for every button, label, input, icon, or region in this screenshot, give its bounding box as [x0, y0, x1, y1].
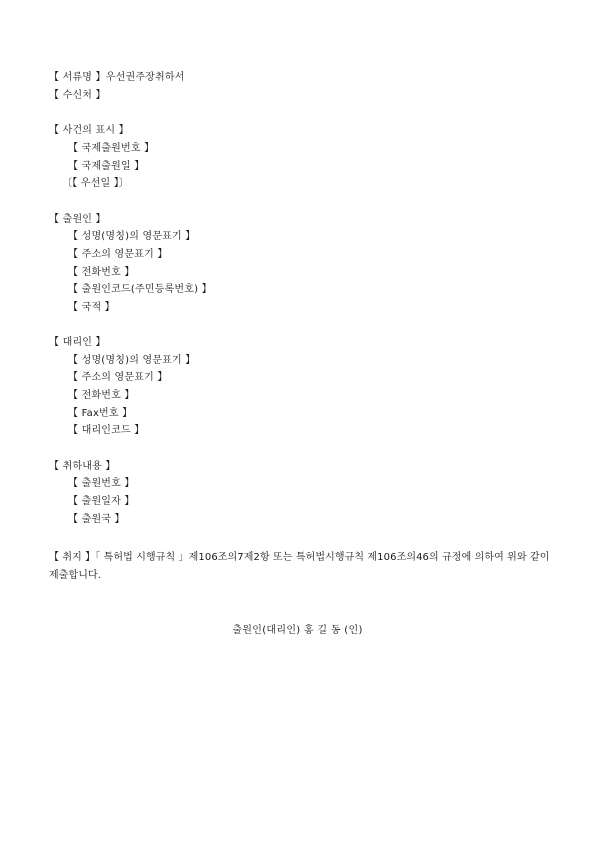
intl-app-no-field: 【 국제출원번호 】	[68, 143, 155, 154]
withdrawal-app-no-field: 【 출원번호 】	[68, 478, 135, 489]
agent-name-en-field: 【 성명(명칭)의 영문표기 】	[68, 355, 196, 366]
declaration-text: 【 취지 】「 특허법 시행규칙 」제106조의7제2항 또는 특허법시행규칙 제106조의46의 규정에 의하여 위와 같이 제출합니다.	[49, 552, 550, 581]
withdrawal-section-header: 【 취하내용 】	[49, 461, 116, 472]
applicant-phone-field: 【 전화번호 】	[68, 267, 135, 278]
agent-section-header: 【 대리인 】	[49, 337, 106, 348]
intl-app-date-field: 【 국제출원일 】	[68, 161, 145, 172]
applicant-section-header: 【 출원인 】	[49, 214, 106, 225]
applicant-nationality-field: 【 국적 】	[68, 302, 115, 313]
agent-address-en-field: 【 주소의 영문표기 】	[68, 372, 168, 383]
withdrawal-office-field: 【 출원국 】	[68, 514, 125, 525]
applicant-address-en-field: 【 주소의 영문표기 】	[68, 249, 168, 260]
applicant-code-field: 【 출원인코드(주민등록번호) 】	[68, 284, 212, 295]
signature-line: 출원인(대리인) 홍 길 동 (인)	[232, 625, 363, 636]
priority-date-field: 〔【 우선일 】〕	[62, 178, 130, 189]
case-section-header: 【 사건의 표시 】	[49, 125, 129, 136]
applicant-name-en-field: 【 성명(명칭)의 영문표기 】	[68, 231, 196, 242]
document-type: 【 서류명 】우선권주장취하서	[49, 72, 185, 83]
agent-code-field: 【 대리인코드 】	[68, 425, 145, 436]
recipient-field: 【 수신처 】	[49, 90, 106, 101]
withdrawal-app-date-field: 【 출원일자 】	[68, 496, 135, 507]
agent-fax-field: 【 Fax번호 】	[68, 408, 133, 419]
agent-phone-field: 【 전화번호 】	[68, 390, 135, 401]
